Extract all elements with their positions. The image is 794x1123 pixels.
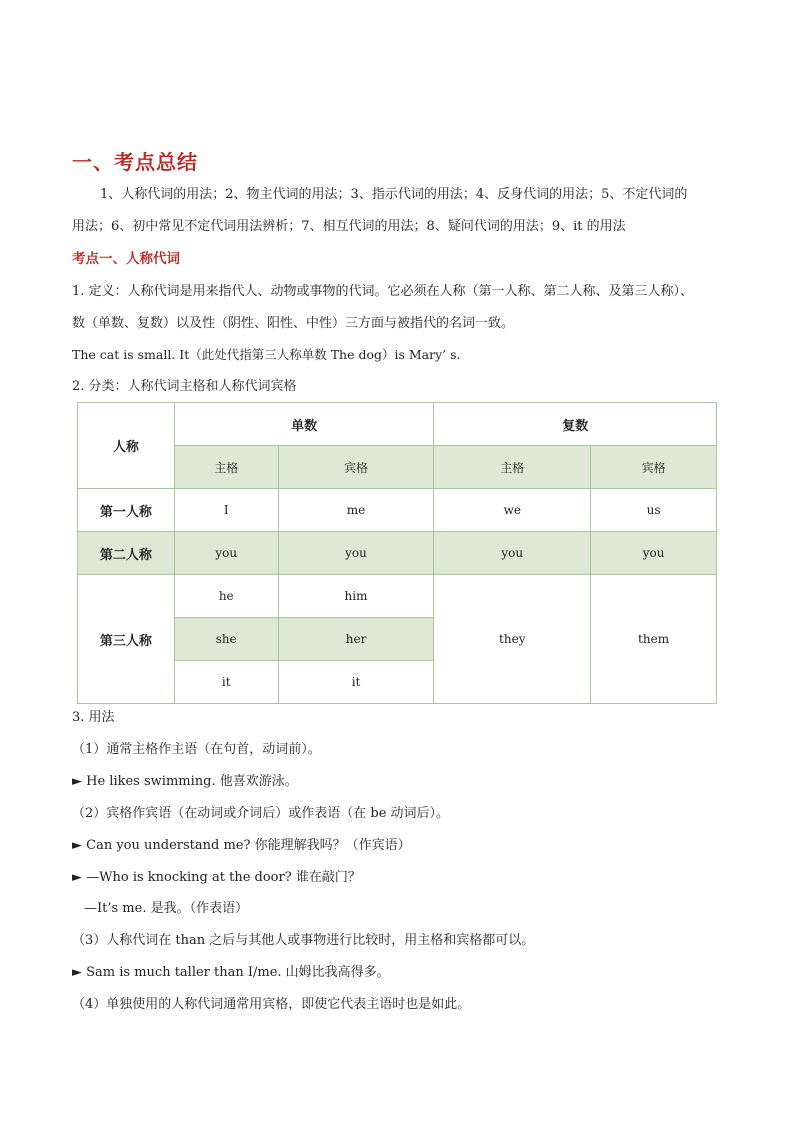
header-singular-nominative: 主格	[174, 446, 278, 489]
table-cell: you	[278, 532, 434, 575]
table-cell: me	[278, 489, 434, 532]
table-cell: it	[174, 661, 278, 704]
table-cell: it	[278, 661, 434, 704]
section-title: 考点一、人称代词	[72, 251, 180, 267]
table-cell: you	[174, 532, 278, 575]
table-cell: him	[278, 575, 434, 618]
summary-line-1: 1、人称代词的用法；2、物主代词的用法；3、指示代词的用法；4、反身代词的用法；5、不定代词的	[100, 187, 688, 202]
usage-2-example-1: ► Can you understand me? 你能理解我吗？（作宾语）	[72, 838, 411, 853]
usage-2: （2）宾格作宾语（在动词或介词后）或作表语（在 be 动词后）。	[72, 806, 450, 821]
usage-2-example-2: ► —Who is knocking at the door? 谁在敲门？	[72, 870, 361, 885]
usage-1: （1）通常主格作主语（在句首，动词前）。	[72, 742, 321, 757]
table-cell: they	[434, 575, 591, 704]
usage-2-example-3: —It’s me. 是我。（作表语）	[84, 901, 249, 916]
table-cell: her	[278, 618, 434, 661]
usage-4: （4）单独使用的人称代词通常用宾格，即使它代表主语时也是如此。	[72, 997, 471, 1012]
table-cell: us	[591, 489, 717, 532]
header-singular-objective: 宾格	[278, 446, 434, 489]
header-plural: 复数	[434, 403, 717, 446]
table-cell: he	[174, 575, 278, 618]
header-singular: 单数	[174, 403, 434, 446]
table-cell: you	[434, 532, 591, 575]
table-cell: them	[591, 575, 717, 704]
header-plural-nominative: 主格	[434, 446, 591, 489]
classification-line: 2. 分类：人称代词主格和人称代词宾格	[72, 379, 297, 394]
row-second-person-label: 第二人称	[78, 532, 175, 575]
table-cell: we	[434, 489, 591, 532]
summary-line-2: 用法；6、初中常见不定代词用法辨析；7、相互代词的用法；8、疑问代词的用法；9、it 的用法	[72, 219, 626, 234]
usage-1-example: ► He likes swimming. 他喜欢游泳。	[72, 774, 298, 789]
table-cell: I	[174, 489, 278, 532]
page-heading: 一、考点总结	[72, 150, 198, 174]
definition-line-2: 数（单数、复数）以及性（阴性、阳性、中性）三方面与被指代的名词一致。	[72, 316, 515, 331]
usage-title: 3. 用法	[72, 710, 115, 725]
usage-3: （3）人称代词在 than 之后与其他人或事物进行比较时，用主格和宾格都可以。	[72, 933, 535, 948]
usage-3-example: ► Sam is much taller than I/me. 山姆比我高得多。	[72, 965, 390, 980]
row-third-person-label: 第三人称	[78, 575, 175, 704]
row-first-person-label: 第一人称	[78, 489, 175, 532]
table-cell: you	[591, 532, 717, 575]
table-cell: she	[174, 618, 278, 661]
header-plural-objective: 宾格	[591, 446, 717, 489]
header-person: 人称	[78, 403, 175, 489]
definition-line-1: 1. 定义：人称代词是用来指代人、动物或事物的代词。它必须在人称（第一人称、第二人称、及第三人称）、	[72, 284, 694, 299]
pronoun-table	[77, 402, 717, 704]
example-line: The cat is small. It（此处代指第三人称单数 The dog）is Mary’ s.	[72, 347, 461, 362]
